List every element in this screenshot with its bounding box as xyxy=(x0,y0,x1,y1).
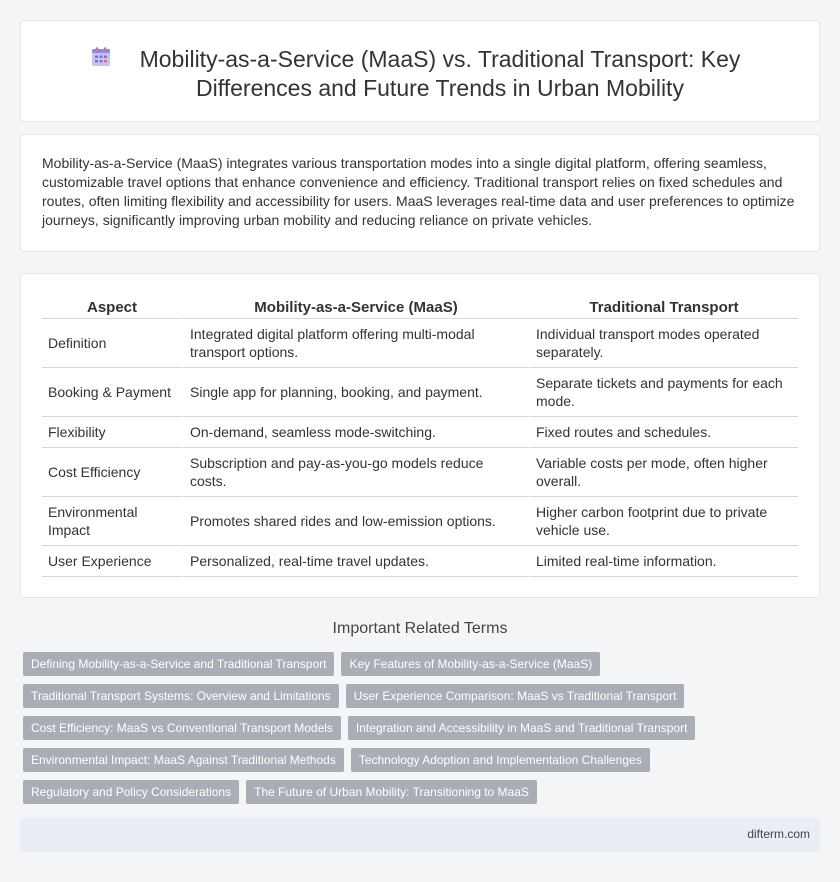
footer xyxy=(20,818,820,852)
tag-row xyxy=(23,684,723,716)
table-cell: Environmental Impact xyxy=(42,497,182,546)
table-cell: Integrated digital platform offering multi-modal transport options. xyxy=(182,319,528,368)
tag-row xyxy=(23,716,723,748)
table-cell: Promotes shared rides and low-emission options. xyxy=(182,497,528,546)
table-cell: Booking & Payment xyxy=(42,368,182,417)
table-cell: Flexibility xyxy=(42,417,182,448)
header-traditional: Traditional Transport xyxy=(528,296,798,319)
page-title: Mobility-as-a-Service (MaaS) vs. Traditional Transport: Key Differences and Future Trends in Urban Mobility xyxy=(139,46,741,101)
tag-row xyxy=(23,748,723,780)
intro-paragraph: Mobility-as-a-Service (MaaS) integrates various transportation modes into a single digital platform, offering seamless, customizable travel options that enhance convenience and efficiency. Traditional transport relies on fixed schedules and routes, often limiting flexibility and accessibility for users. MaaS leverages real-time data and user preferences to optimize journeys, significantly improving urban mobility and reducing reliance on private vehicles. xyxy=(42,155,795,228)
table-row xyxy=(42,368,798,417)
comparison-table xyxy=(42,296,798,577)
table-row xyxy=(42,319,798,368)
related-term-link[interactable]: Integration and Accessibility in MaaS and Traditional Transport xyxy=(348,716,696,740)
tag-row xyxy=(23,780,723,812)
table-cell: Cost Efficiency xyxy=(42,448,182,497)
table-cell: Single app for planning, booking, and payment. xyxy=(182,368,528,417)
related-terms-heading: Important Related Terms xyxy=(332,620,508,637)
related-term-link[interactable]: Environmental Impact: MaaS Against Traditional Methods xyxy=(23,748,344,772)
table-cell: Individual transport modes operated separately. xyxy=(528,319,798,368)
table-cell: Subscription and pay-as-you-go models reduce costs. xyxy=(182,448,528,497)
title-card xyxy=(20,20,820,122)
table-cell: Personalized, real-time travel updates. xyxy=(182,546,528,577)
related-term-link[interactable]: Cost Efficiency: MaaS vs Conventional Transport Models xyxy=(23,716,341,740)
table-cell: Higher carbon footprint due to private vehicle use. xyxy=(528,497,798,546)
table-cell: Fixed routes and schedules. xyxy=(528,417,798,448)
related-term-link[interactable]: Regulatory and Policy Considerations xyxy=(23,780,239,804)
table-cell: User Experience xyxy=(42,546,182,577)
header-maas: Mobility-as-a-Service (MaaS) xyxy=(182,296,528,319)
related-term-link[interactable]: Key Features of Mobility-as-a-Service (MaaS) xyxy=(341,652,600,676)
table-row xyxy=(42,546,798,577)
related-terms-list xyxy=(23,652,723,812)
comparison-card xyxy=(20,273,820,598)
table-row xyxy=(42,497,798,546)
related-term-link[interactable]: User Experience Comparison: MaaS vs Traditional Transport xyxy=(346,684,685,708)
table-row xyxy=(42,448,798,497)
table-header-row xyxy=(42,296,798,319)
table-cell: On-demand, seamless mode-switching. xyxy=(182,417,528,448)
intro-card xyxy=(20,134,820,252)
table-row xyxy=(42,417,798,448)
table-cell: Variable costs per mode, often higher overall. xyxy=(528,448,798,497)
table-cell: Limited real-time information. xyxy=(528,546,798,577)
table-cell: Definition xyxy=(42,319,182,368)
related-term-link[interactable]: Defining Mobility-as-a-Service and Traditional Transport xyxy=(23,652,334,676)
tag-row xyxy=(23,652,723,684)
related-term-link[interactable]: The Future of Urban Mobility: Transitioning to MaaS xyxy=(246,780,537,804)
table-cell: Separate tickets and payments for each mode. xyxy=(528,368,798,417)
related-term-link[interactable]: Traditional Transport Systems: Overview and Limitations xyxy=(23,684,339,708)
footer-site-name[interactable]: difterm.com xyxy=(747,827,810,841)
related-term-link[interactable]: Technology Adoption and Implementation Challenges xyxy=(351,748,650,772)
header-aspect: Aspect xyxy=(42,296,182,319)
